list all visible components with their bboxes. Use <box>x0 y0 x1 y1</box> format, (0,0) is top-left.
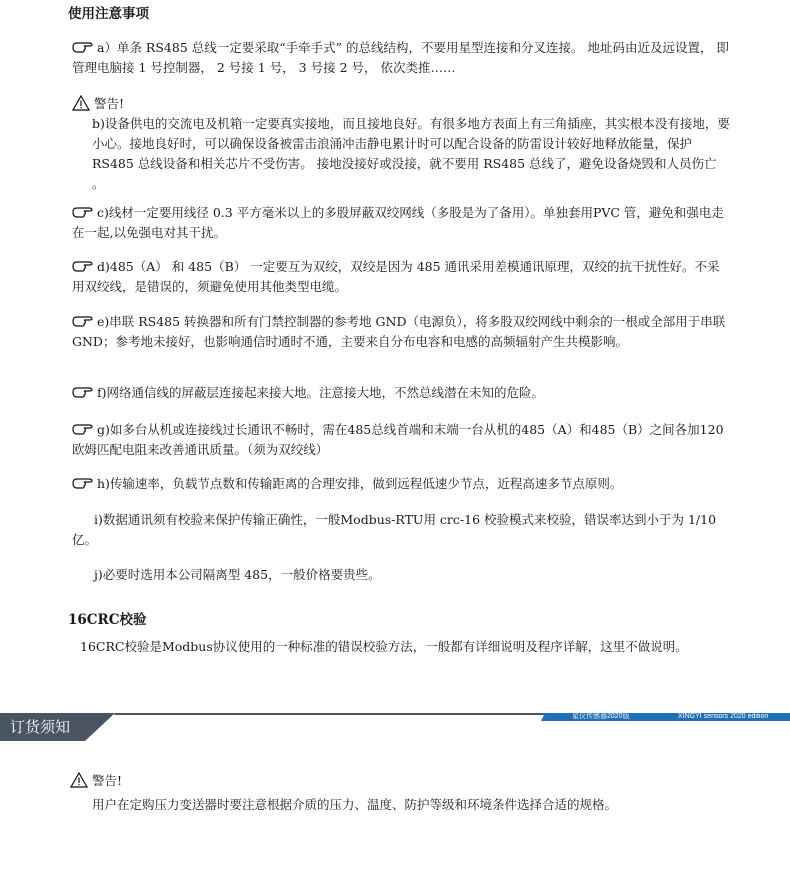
note-b-text: b)设备供电的交流电及机箱一定要真实接地，而且接地良好。有很多地方表面上有三角插座，其实根本没有接地，要小心。接地良好时，可以确保设备被雷击浪涌冲击静电累计时可以配合设备的防雷设计较好地释放能量，保护RS485 总线设备和相关芯片不受伤害。 接地没接好或没接，就不要用 RS485 总线了，避免设备烧毁和人员伤亡 。 <box>92 116 730 191</box>
pointing-hand-icon <box>72 423 94 435</box>
pointing-hand-icon <box>72 477 94 489</box>
note-a: a）单条 RS485 总线一定要采取“手牵手式” 的总线结构，不要用星型连接和分叉连接。 地址码由近及远设置， 即管理电脑接 1 号控制器， 2 号接 1 号， 3 号接 2 号， 依次类推…… <box>72 40 729 75</box>
order-notice-text: 用户在定购压力变送器时要注意根据介质的压力、温度、防护等级和环境条件选择合适的规格。 <box>92 797 618 812</box>
warning-triangle-icon <box>72 95 90 111</box>
banner-background <box>0 713 790 741</box>
banner-title: 订货须知 <box>10 718 71 736</box>
note-h: h)传输速率，负载节点数和传输距离的合理安排，做到远程低速少节点，近程高速多节点原则。 <box>72 474 732 494</box>
warning-b <box>72 94 732 194</box>
warning-label: 警告! <box>94 96 125 111</box>
pointing-hand-icon <box>72 315 94 327</box>
note-c: c)线材一定要用线径 0.3 平方毫米以上的多股屏蔽双绞网线（多股是为了备用）。单独套用PVC 管，避免和强电走在一起,以免强电对其干扰。 <box>72 205 724 240</box>
warning-triangle-icon <box>70 772 88 788</box>
note-f: f)网络通信线的屏蔽层连接起来接大地。注意接大地，不然总线潜在未知的危险。 <box>72 383 732 403</box>
banner-brand-en: XINGYI sensors 2020 edition <box>678 713 769 720</box>
crc-text: 16CRC校验是Modbus协议使用的一种标准的错误校验方法，一般都有详细说明及程序详解，这里不做说明。 <box>80 639 688 654</box>
order-warning-label: 警告! <box>92 773 123 788</box>
section-title-usage: 使用注意事项 <box>68 6 149 22</box>
note-i: i)数据通讯须有校验来保护传输正确性，一般Modbus-RTU用 crc-16 校验模式来校验，错误率达到小于为 1/10 亿。 <box>72 512 717 547</box>
order-warning <box>70 771 730 791</box>
note-g: g)如多台从机或连接线过长通讯不畅时，需在485总线首端和末端一台从机的485（A）和485（B）之间各加120欧姆匹配电阻来改善通讯质量。（须为双绞线） <box>72 422 724 457</box>
banner-brand-cn: 星仪传感器2020版 <box>572 713 630 720</box>
note-e: e)串联 RS485 转换器和所有门禁控制器的参考地 GND（电源负），将多股双绞网线中剩余的一根或全部用于串联 GND；参考地未接好，也影响通信时通时不通，主要来自分布电容和电感的高频辐射产生共模影响。 <box>72 314 726 349</box>
pointing-hand-icon <box>72 206 94 218</box>
pointing-hand-icon <box>72 260 94 272</box>
note-d: d)485（A） 和 485（B） 一定要互为双绞，双绞是因为 485 通讯采用差模通讯原理，双绞的抗干扰性好。不采用双绞线，是错误的，须避免使用其他类型电缆。 <box>72 259 720 294</box>
note-j: j)必要时选用本公司隔离型 485，一般价格要贵些。 <box>94 567 381 582</box>
pointing-hand-icon <box>72 41 94 53</box>
section-title-crc: 16CRC校验 <box>68 612 147 628</box>
pointing-hand-icon <box>72 386 94 398</box>
